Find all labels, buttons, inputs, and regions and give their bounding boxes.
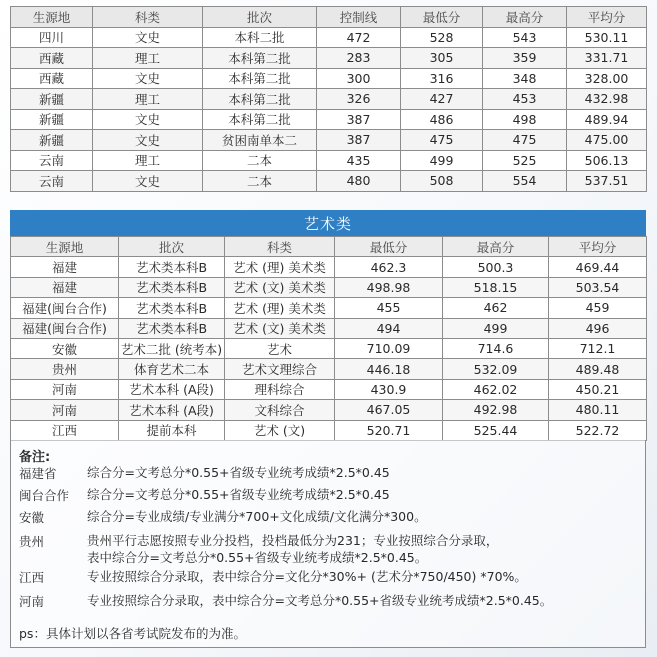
note-text xyxy=(87,508,639,526)
table-cell: 河南 xyxy=(11,379,119,399)
note-item xyxy=(19,464,639,482)
header-cell: 平均分 xyxy=(567,7,647,28)
table-cell: 提前本科 xyxy=(119,420,225,440)
table-cell: 498 xyxy=(483,109,567,130)
header-cell: 最低分 xyxy=(401,7,483,28)
table-cell: 486 xyxy=(401,109,483,130)
table-cell: 贫困南单本二 xyxy=(203,130,317,151)
table-header-row xyxy=(11,7,647,28)
table-cell: 福建 xyxy=(11,277,119,297)
table-cell: 508 xyxy=(401,171,483,192)
table-cell: 艺术本科 (A段) xyxy=(119,379,225,399)
table-cell: 福建(闽台合作) xyxy=(11,318,119,338)
table-cell: 艺术类本科B xyxy=(119,298,225,318)
table-row xyxy=(11,109,647,130)
table-cell: 499 xyxy=(443,318,549,338)
header-cell: 生源地 xyxy=(11,7,93,28)
table-cell: 艺术类本科B xyxy=(119,257,225,277)
note-line: 专业按照综合分录取，表中综合分=文考总分*0.55+省级专业统考成绩*2.5*0.45。 xyxy=(87,593,553,608)
table-cell: 艺术文理综合 xyxy=(225,359,335,379)
art-section-title: 艺术类 xyxy=(10,210,646,236)
table-cell: 554 xyxy=(483,171,567,192)
table-cell: 西藏 xyxy=(11,68,93,89)
table-cell: 理工 xyxy=(93,48,203,69)
note-text xyxy=(87,532,639,566)
table-cell: 712.1 xyxy=(549,338,647,358)
table-cell: 艺术 (文) 美术类 xyxy=(225,318,335,338)
table-row xyxy=(11,68,647,89)
table-row xyxy=(11,338,647,358)
table-cell: 500.3 xyxy=(443,257,549,277)
note-key: 河南 xyxy=(19,594,45,609)
table-cell: 艺术类本科B xyxy=(119,318,225,338)
header-cell: 最低分 xyxy=(335,237,443,257)
table-cell: 543 xyxy=(483,27,567,48)
header-cell: 批次 xyxy=(119,237,225,257)
table-cell: 432.98 xyxy=(567,89,647,110)
note-line: 专业按照综合分录取，表中综合分=文化分*30%+ (艺术分*750/450) *70%。 xyxy=(87,569,527,584)
notes-title: 备注: xyxy=(19,450,51,465)
table-cell: 492.98 xyxy=(443,400,549,420)
table-cell: 二本 xyxy=(203,150,317,171)
table-cell: 472 xyxy=(317,27,401,48)
table-cell: 福建(闽台合作) xyxy=(11,298,119,318)
note-item xyxy=(19,508,639,526)
table-cell: 530.11 xyxy=(567,27,647,48)
table-cell: 文史 xyxy=(93,171,203,192)
art-score-table xyxy=(10,236,647,441)
note-line: 贵州平行志愿按照专业分投档，投档最低分为231；专业按照综合分录取， xyxy=(87,533,499,548)
table-cell: 云南 xyxy=(11,150,93,171)
table-cell: 387 xyxy=(317,109,401,130)
table-cell: 528 xyxy=(401,27,483,48)
header-cell: 科类 xyxy=(225,237,335,257)
note-text xyxy=(87,592,639,610)
note-line: 综合分=文考总分*0.55+省级专业统考成绩*2.5*0.45 xyxy=(87,465,390,480)
table-cell: 新疆 xyxy=(11,109,93,130)
table-row xyxy=(11,150,647,171)
header-cell: 最高分 xyxy=(483,7,567,28)
table-cell: 本科二批 xyxy=(203,27,317,48)
note-line: 综合分=文考总分*0.55+省级专业统考成绩*2.5*0.45 xyxy=(87,487,390,502)
table-cell: 本科第二批 xyxy=(203,109,317,130)
note-text xyxy=(87,464,639,482)
table-cell: 福建 xyxy=(11,257,119,277)
table-cell: 467.05 xyxy=(335,400,443,420)
table-row xyxy=(11,400,647,420)
table-cell: 文史 xyxy=(93,130,203,151)
note-item xyxy=(19,486,639,504)
header-cell: 生源地 xyxy=(11,237,119,257)
note-key: 福建省 xyxy=(19,466,57,481)
notes-ps: ps：具体计划以各省考试院发布的为准。 xyxy=(19,626,246,641)
note-key: 贵州 xyxy=(19,534,45,549)
table-cell: 525 xyxy=(483,150,567,171)
table-cell: 499 xyxy=(401,150,483,171)
table-cell: 新疆 xyxy=(11,130,93,151)
table-cell: 理工 xyxy=(93,89,203,110)
table-row xyxy=(11,48,647,69)
table-cell: 艺术本科 (A段) xyxy=(119,400,225,420)
note-key: 江西 xyxy=(19,570,45,585)
table-cell: 328.00 xyxy=(567,68,647,89)
table-cell: 710.09 xyxy=(335,338,443,358)
header-cell: 平均分 xyxy=(549,237,647,257)
table-cell: 艺术 (理) 美术类 xyxy=(225,298,335,318)
table-cell: 475 xyxy=(401,130,483,151)
table-cell: 文科综合 xyxy=(225,400,335,420)
table-row xyxy=(11,89,647,110)
table-cell: 本科第二批 xyxy=(203,48,317,69)
note-line: 综合分=专业成绩/专业满分*700+文化成绩/文化满分*300。 xyxy=(87,509,427,524)
table-cell: 475.00 xyxy=(567,130,647,151)
table-cell: 二本 xyxy=(203,171,317,192)
table-row xyxy=(11,379,647,399)
table-cell: 300 xyxy=(317,68,401,89)
table-row xyxy=(11,359,647,379)
header-cell: 最高分 xyxy=(443,237,549,257)
table-cell: 本科第二批 xyxy=(203,68,317,89)
note-text xyxy=(87,486,639,504)
table-cell: 489.94 xyxy=(567,109,647,130)
note-item xyxy=(19,532,639,566)
table-cell: 贵州 xyxy=(11,359,119,379)
table-cell: 艺术类本科B xyxy=(119,277,225,297)
table-cell: 326 xyxy=(317,89,401,110)
table-cell: 331.71 xyxy=(567,48,647,69)
table-row xyxy=(11,298,647,318)
table-cell: 520.71 xyxy=(335,420,443,440)
table-row xyxy=(11,257,647,277)
table-cell: 518.15 xyxy=(443,277,549,297)
table-cell: 359 xyxy=(483,48,567,69)
table-cell: 江西 xyxy=(11,420,119,440)
table-cell: 494 xyxy=(335,318,443,338)
table-cell: 489.48 xyxy=(549,359,647,379)
table-cell: 艺术 (文) xyxy=(225,420,335,440)
header-cell: 科类 xyxy=(93,7,203,28)
table-cell: 537.51 xyxy=(567,171,647,192)
table-cell: 435 xyxy=(317,150,401,171)
note-text xyxy=(87,568,639,586)
admission-score-table xyxy=(10,6,647,192)
table-cell: 496 xyxy=(549,318,647,338)
table-cell: 480.11 xyxy=(549,400,647,420)
table-row xyxy=(11,171,647,192)
table-cell: 462.02 xyxy=(443,379,549,399)
table-cell: 430.9 xyxy=(335,379,443,399)
table-cell: 522.72 xyxy=(549,420,647,440)
table-cell: 283 xyxy=(317,48,401,69)
table-cell: 本科第二批 xyxy=(203,89,317,110)
table-cell: 四川 xyxy=(11,27,93,48)
table-cell: 文史 xyxy=(93,109,203,130)
table-cell: 艺术 (文) 美术类 xyxy=(225,277,335,297)
table-cell: 506.13 xyxy=(567,150,647,171)
table-cell: 理工 xyxy=(93,150,203,171)
table-cell: 453 xyxy=(483,89,567,110)
note-key: 安徽 xyxy=(19,510,45,525)
table-cell: 503.54 xyxy=(549,277,647,297)
header-cell: 批次 xyxy=(203,7,317,28)
table-cell: 艺术 (理) 美术类 xyxy=(225,257,335,277)
note-item xyxy=(19,592,639,610)
table-row xyxy=(11,318,647,338)
table-cell: 714.6 xyxy=(443,338,549,358)
note-item xyxy=(19,568,639,586)
table-cell: 480 xyxy=(317,171,401,192)
note-line: 表中综合分=文考总分*0.55+省级专业统考成绩*2.5*0.45。 xyxy=(87,550,428,565)
table-cell: 446.18 xyxy=(335,359,443,379)
header-cell: 控制线 xyxy=(317,7,401,28)
table-cell: 450.21 xyxy=(549,379,647,399)
table-cell: 475 xyxy=(483,130,567,151)
table-cell: 新疆 xyxy=(11,89,93,110)
table-cell: 532.09 xyxy=(443,359,549,379)
table-cell: 427 xyxy=(401,89,483,110)
table-cell: 云南 xyxy=(11,171,93,192)
table-row xyxy=(11,277,647,297)
notes-box xyxy=(10,440,646,648)
table-cell: 理科综合 xyxy=(225,379,335,399)
table-cell: 455 xyxy=(335,298,443,318)
table-cell: 348 xyxy=(483,68,567,89)
table-cell: 525.44 xyxy=(443,420,549,440)
table-cell: 498.98 xyxy=(335,277,443,297)
table-cell: 文史 xyxy=(93,68,203,89)
table-cell: 安徽 xyxy=(11,338,119,358)
table-row xyxy=(11,420,647,440)
table-row xyxy=(11,27,647,48)
table-cell: 艺术二批 (统考本) xyxy=(119,338,225,358)
table-cell: 文史 xyxy=(93,27,203,48)
table-cell: 316 xyxy=(401,68,483,89)
table-cell: 462.3 xyxy=(335,257,443,277)
table-cell: 艺术 xyxy=(225,338,335,358)
table-cell: 河南 xyxy=(11,400,119,420)
table-cell: 305 xyxy=(401,48,483,69)
table-cell: 体育艺术二本 xyxy=(119,359,225,379)
table-header-row xyxy=(11,237,647,257)
table-cell: 西藏 xyxy=(11,48,93,69)
table-cell: 387 xyxy=(317,130,401,151)
table-cell: 469.44 xyxy=(549,257,647,277)
table-cell: 462 xyxy=(443,298,549,318)
table-row xyxy=(11,130,647,151)
table-cell: 459 xyxy=(549,298,647,318)
note-key: 闽台合作 xyxy=(19,488,70,503)
